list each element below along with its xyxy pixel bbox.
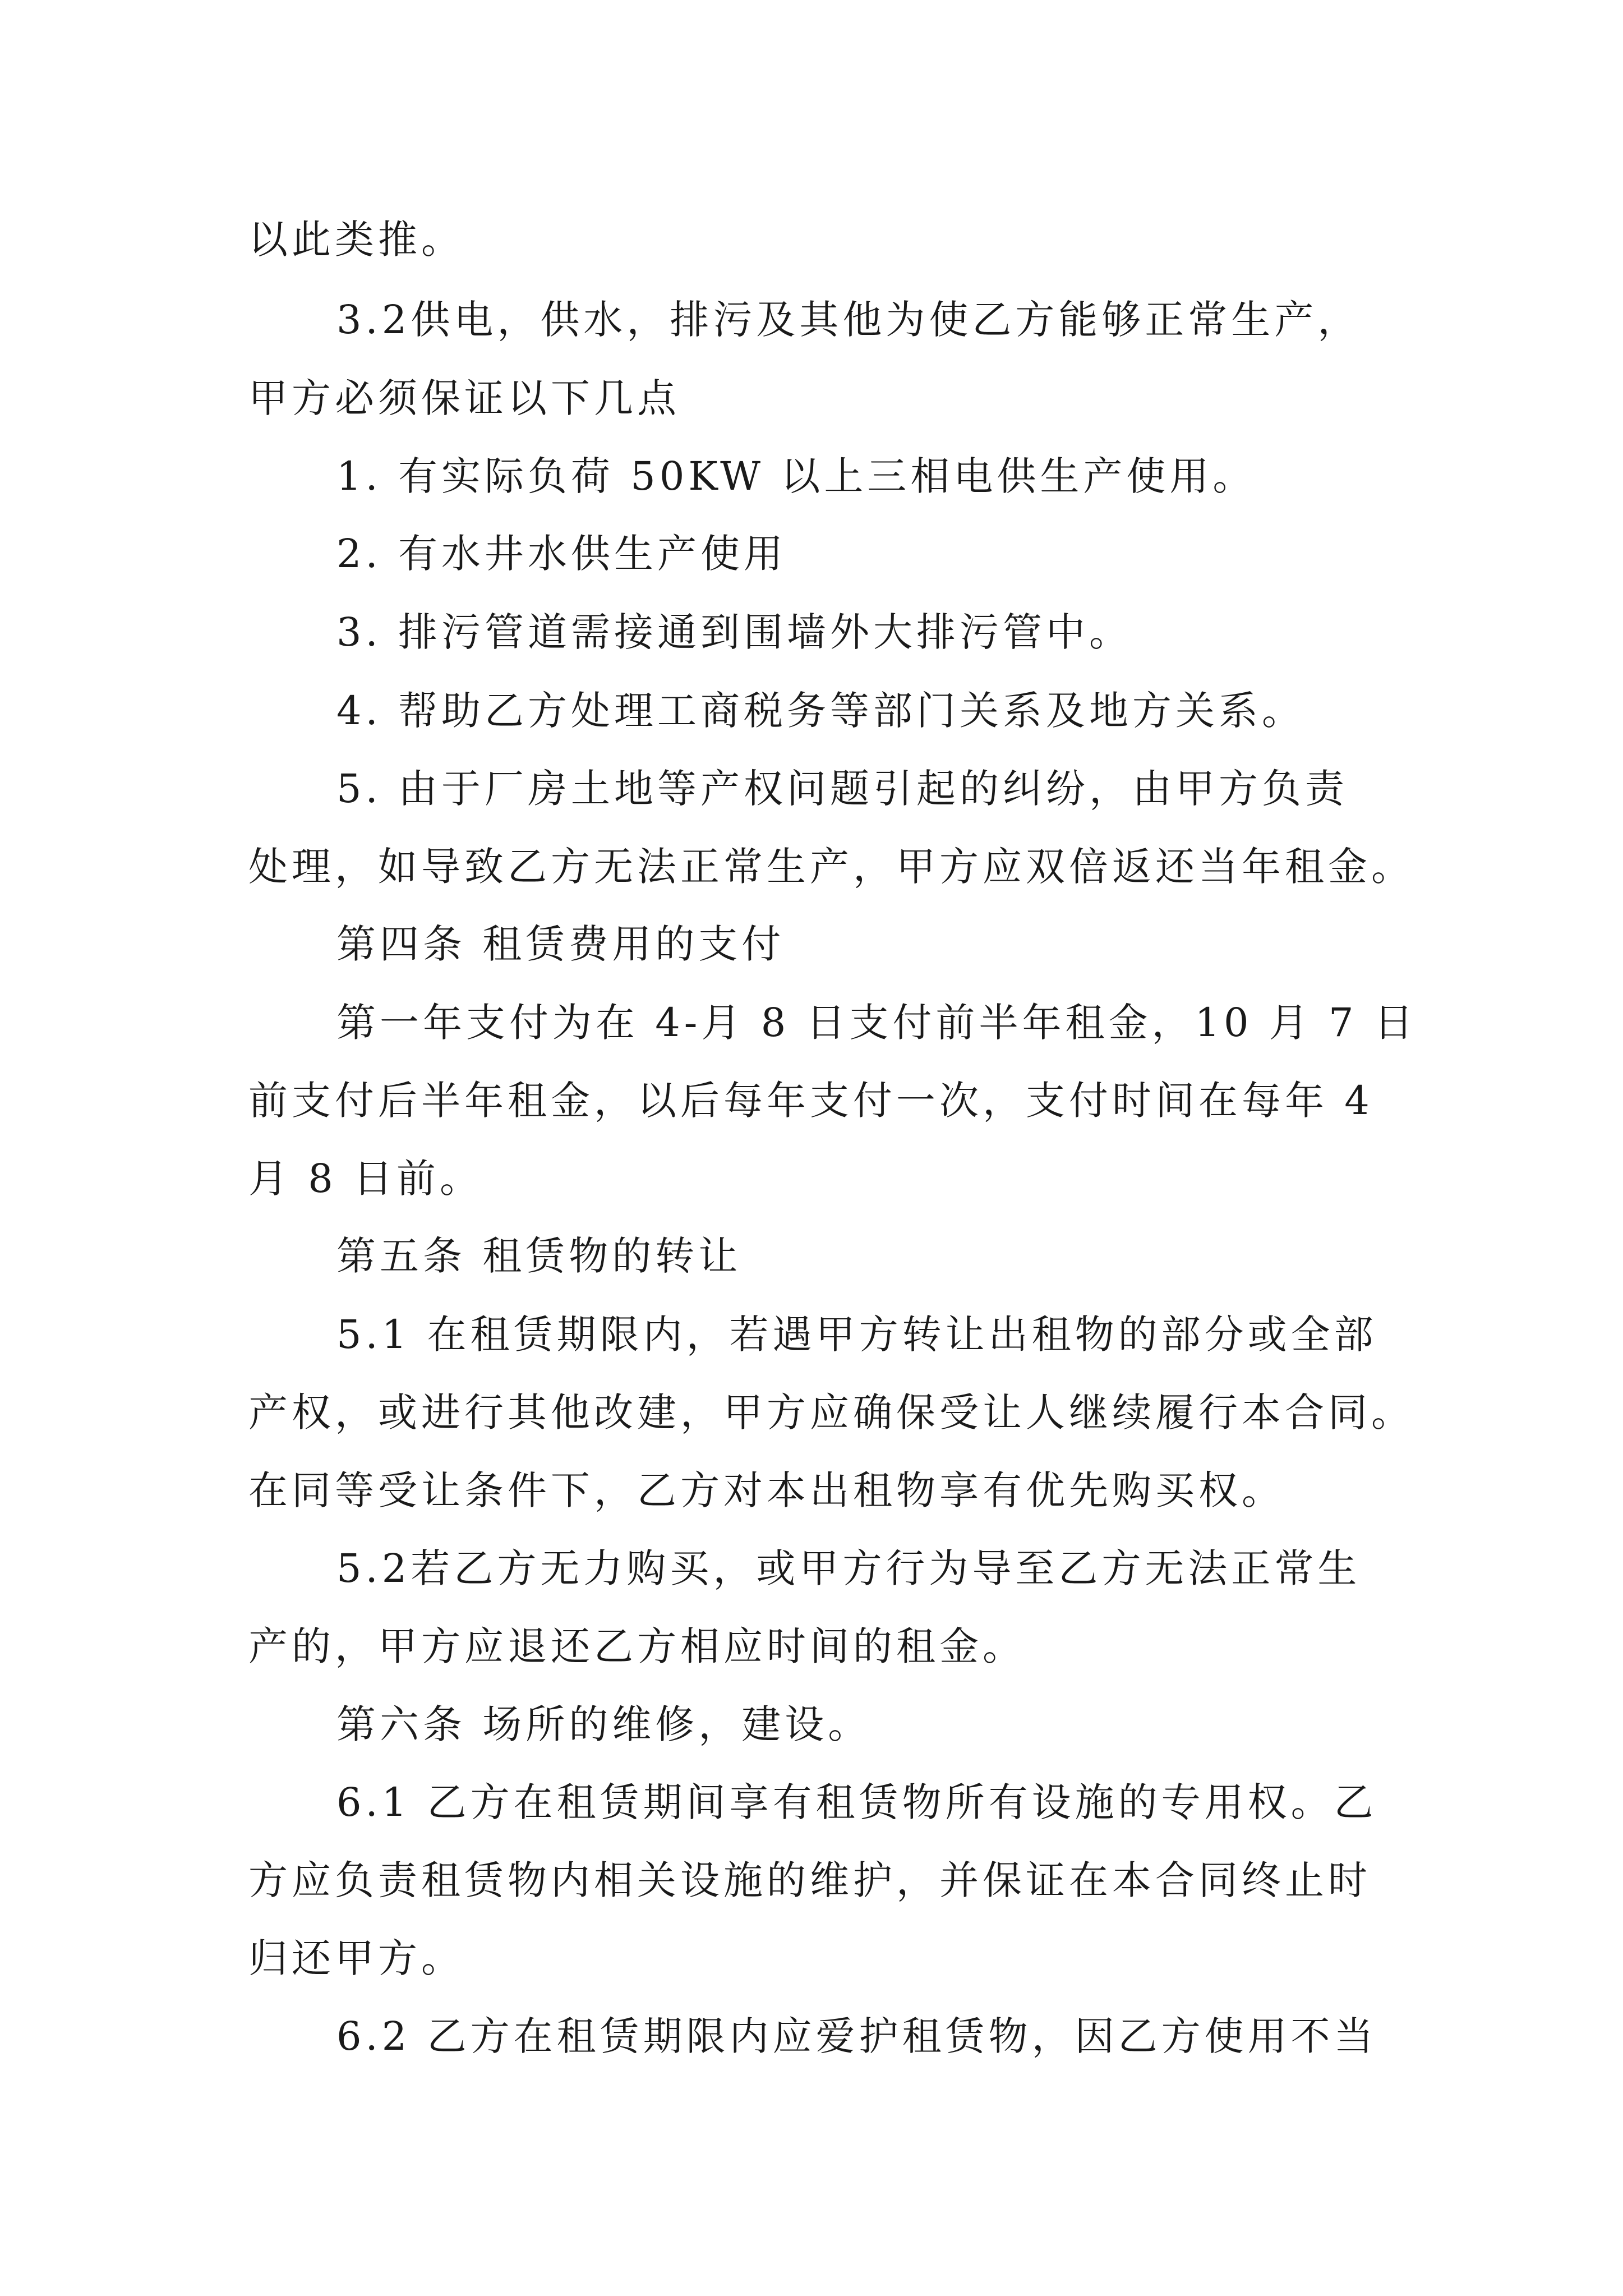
text-line: 方应负责租赁物内相关设施的维护，并保证在本合同终止时	[248, 1857, 1371, 1903]
text-line: 第一年支付为在 4-月 8 日支付前半年租金，10 月 7 日	[336, 1000, 1417, 1046]
section-heading: 第六条 场所的维修，建设。	[336, 1701, 872, 1747]
text-line: 产的，甲方应退还乙方相应时间的租金。	[248, 1623, 1026, 1669]
text-line: 5. 由于厂房土地等产权问题引起的纠纷，由甲方负责	[336, 766, 1349, 812]
text-line: 6.1 乙方在租赁期间享有租赁物所有设施的专用权。乙	[336, 1779, 1377, 1825]
text-line: 4. 帮助乙方处理工商税务等部门关系及地方关系。	[336, 688, 1306, 734]
text-line: 6.2 乙方在租赁期限内应爱护租赁物，因乙方使用不当	[336, 2013, 1377, 2059]
text-line: 在同等受让条件下，乙方对本出租物享有优先购买权。	[248, 1467, 1285, 1513]
text-line: 以此类推。	[248, 217, 464, 263]
text-line: 3. 排污管道需接通到围墙外大排污管中。	[336, 609, 1133, 655]
text-line: 处理，如导致乙方无法正常生产，甲方应双倍返还当年租金。	[248, 844, 1414, 890]
text-line: 月 8 日前。	[248, 1156, 483, 1202]
text-line: 5.1 在租赁期限内，若遇甲方转让出租物的部分或全部	[336, 1312, 1377, 1358]
text-line: 1. 有实际负荷 50KW 以上三相电供生产使用。	[336, 453, 1256, 499]
section-heading: 第四条 租赁费用的支付	[336, 921, 785, 967]
text-line: 归还甲方。	[248, 1935, 464, 1981]
text-line: 前支付后半年租金，以后每年支付一次，支付时间在每年 4	[248, 1078, 1373, 1124]
text-line: 5.2若乙方无力购买，或甲方行为导至乙方无法正常生	[336, 1545, 1361, 1591]
text-line: 2. 有水井水供生产使用	[336, 531, 787, 577]
text-line: 甲方必须保证以下几点	[248, 375, 680, 421]
text-line: 产权，或进行其他改建，甲方应确保受让人继续履行本合同。	[248, 1389, 1414, 1435]
text-line: 3.2供电，供水，排污及其他为使乙方能够正常生产，	[336, 297, 1361, 343]
section-heading: 第五条 租赁物的转让	[336, 1233, 742, 1279]
